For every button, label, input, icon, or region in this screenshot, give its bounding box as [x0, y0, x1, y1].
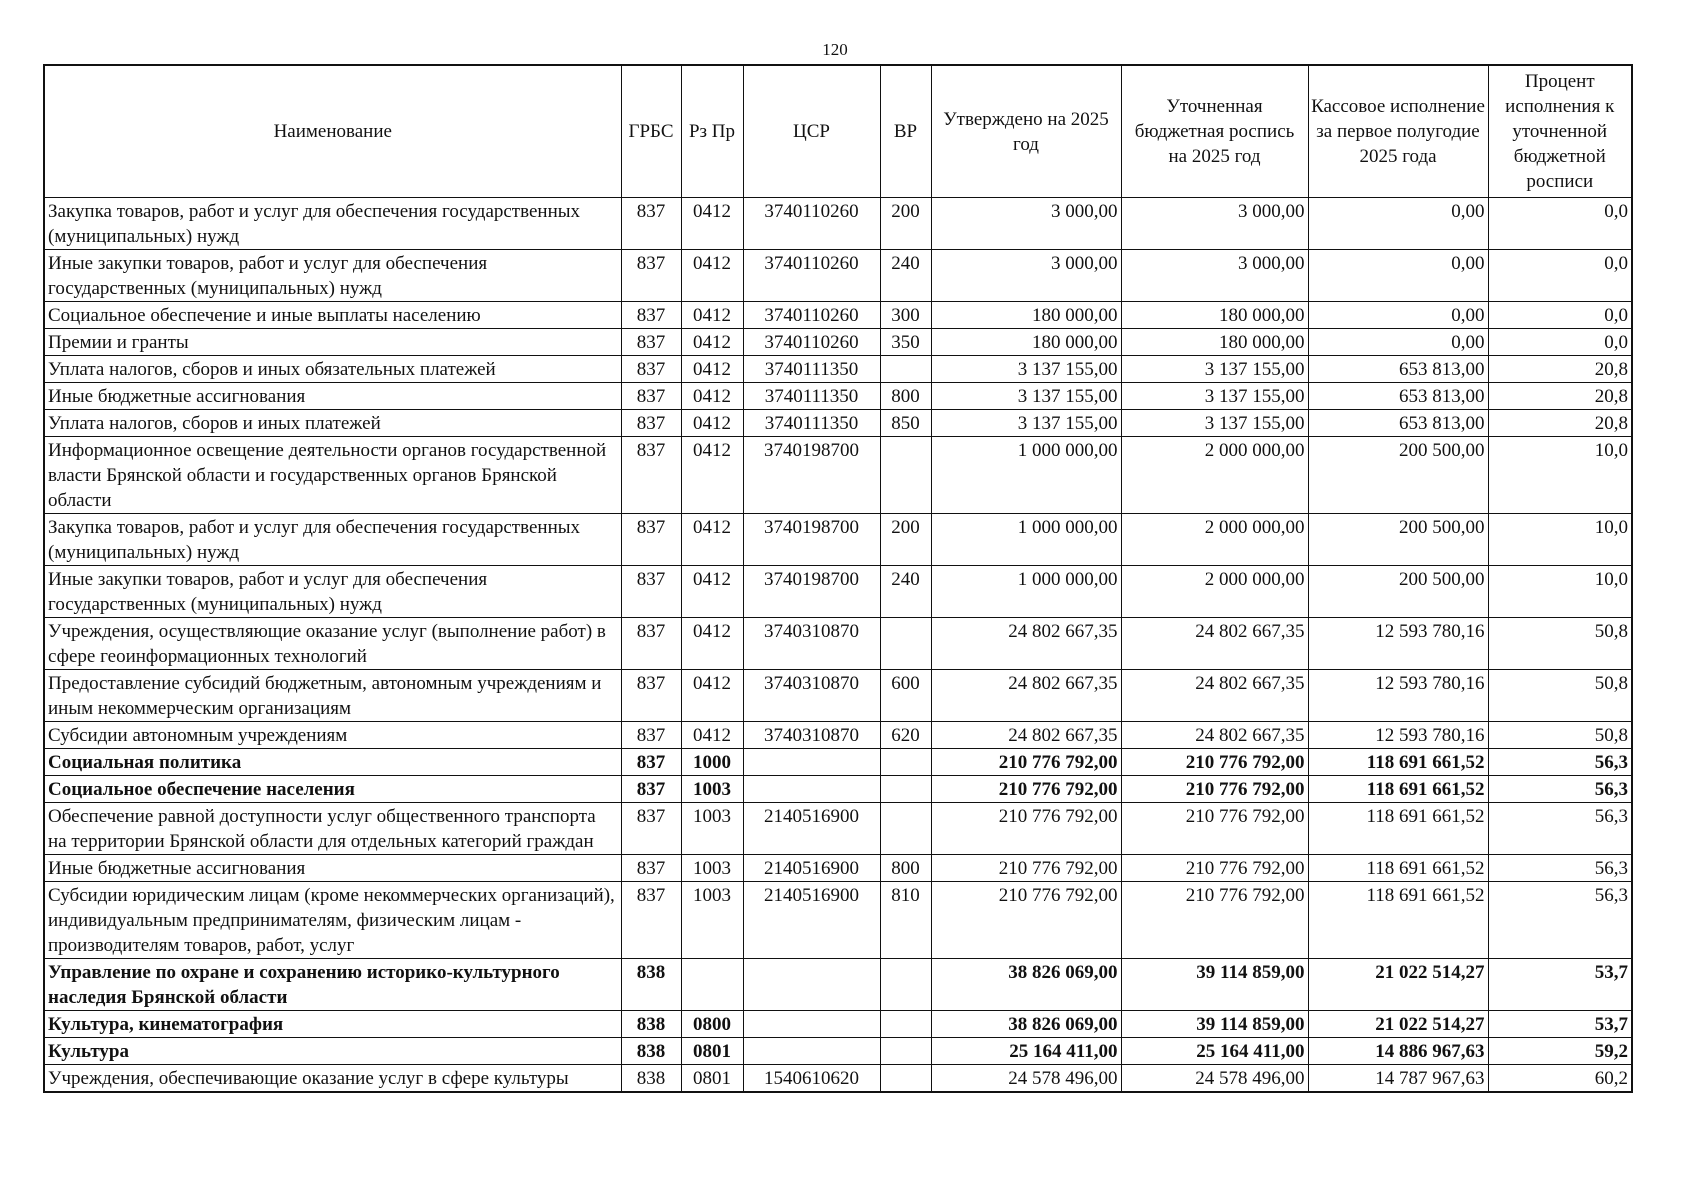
- header-row: [44, 65, 1632, 198]
- header-name: Наименование: [44, 65, 621, 198]
- cell-csr: 3740310870: [743, 722, 880, 749]
- cell-percent: 20,8: [1488, 410, 1632, 437]
- table-row: [44, 882, 1632, 959]
- cell-grbs: 837: [621, 250, 681, 302]
- cell-grbs: 837: [621, 410, 681, 437]
- cell-percent: 10,0: [1488, 437, 1632, 514]
- cell-approved: 210 776 792,00: [931, 855, 1121, 882]
- cell-name: Обеспечение равной доступности услуг общественного транспорта на территории Брянской области для отдельных категорий граждан: [44, 803, 621, 855]
- table-row: [44, 1038, 1632, 1065]
- cell-name: Закупка товаров, работ и услуг для обеспечения государственных (муниципальных) нужд: [44, 514, 621, 566]
- cell-rzpr: 0412: [681, 329, 743, 356]
- cell-revised: 210 776 792,00: [1121, 776, 1308, 803]
- cell-approved: 3 000,00: [931, 198, 1121, 250]
- cell-vr: [880, 803, 931, 855]
- cell-approved: 210 776 792,00: [931, 882, 1121, 959]
- cell-cash: 200 500,00: [1308, 566, 1488, 618]
- page-number: 120: [822, 40, 848, 59]
- cell-name: Социальная политика: [44, 749, 621, 776]
- cell-revised: 39 114 859,00: [1121, 1011, 1308, 1038]
- cell-csr: 3740111350: [743, 410, 880, 437]
- cell-grbs: 838: [621, 1038, 681, 1065]
- cell-approved: 180 000,00: [931, 302, 1121, 329]
- cell-name: Премии и гранты: [44, 329, 621, 356]
- cell-cash: 0,00: [1308, 198, 1488, 250]
- cell-grbs: 837: [621, 356, 681, 383]
- cell-name: Субсидии юридическим лицам (кроме некоммерческих организаций), индивидуальным предпринимателям, физическим лицам - производителям товаров, работ, услуг: [44, 882, 621, 959]
- cell-rzpr: 0412: [681, 514, 743, 566]
- cell-csr: [743, 959, 880, 1011]
- header-cash: Кассовое исполнение за первое полугодие 2025 года: [1308, 65, 1488, 198]
- cell-rzpr: 0412: [681, 198, 743, 250]
- cell-revised: 3 000,00: [1121, 250, 1308, 302]
- cell-vr: [880, 437, 931, 514]
- cell-rzpr: 0412: [681, 437, 743, 514]
- cell-rzpr: 0412: [681, 356, 743, 383]
- cell-vr: 620: [880, 722, 931, 749]
- cell-revised: 2 000 000,00: [1121, 566, 1308, 618]
- cell-cash: 0,00: [1308, 250, 1488, 302]
- cell-rzpr: 1003: [681, 803, 743, 855]
- cell-approved: 3 137 155,00: [931, 410, 1121, 437]
- cell-csr: 3740310870: [743, 670, 880, 722]
- cell-revised: 2 000 000,00: [1121, 514, 1308, 566]
- cell-percent: 60,2: [1488, 1065, 1632, 1093]
- cell-cash: 12 593 780,16: [1308, 722, 1488, 749]
- cell-vr: 800: [880, 855, 931, 882]
- cell-vr: 600: [880, 670, 931, 722]
- cell-vr: [880, 749, 931, 776]
- cell-rzpr: [681, 959, 743, 1011]
- table-row: [44, 329, 1632, 356]
- cell-percent: 56,3: [1488, 776, 1632, 803]
- cell-vr: 240: [880, 250, 931, 302]
- cell-name: Культура: [44, 1038, 621, 1065]
- cell-revised: 25 164 411,00: [1121, 1038, 1308, 1065]
- cell-csr: 3740111350: [743, 356, 880, 383]
- cell-revised: 210 776 792,00: [1121, 882, 1308, 959]
- cell-percent: 53,7: [1488, 959, 1632, 1011]
- cell-rzpr: 0412: [681, 722, 743, 749]
- cell-cash: 0,00: [1308, 329, 1488, 356]
- cell-grbs: 837: [621, 882, 681, 959]
- cell-percent: 56,3: [1488, 882, 1632, 959]
- cell-approved: 38 826 069,00: [931, 1011, 1121, 1038]
- table-row: [44, 855, 1632, 882]
- cell-rzpr: 0801: [681, 1065, 743, 1093]
- cell-grbs: 837: [621, 722, 681, 749]
- cell-revised: 210 776 792,00: [1121, 803, 1308, 855]
- budget-table: [43, 64, 1633, 1093]
- cell-revised: 180 000,00: [1121, 302, 1308, 329]
- cell-approved: 24 578 496,00: [931, 1065, 1121, 1093]
- table-row: [44, 198, 1632, 250]
- header-approved: Утверждено на 2025 год: [931, 65, 1121, 198]
- table-row: [44, 250, 1632, 302]
- cell-revised: 24 802 667,35: [1121, 722, 1308, 749]
- cell-approved: 24 802 667,35: [931, 722, 1121, 749]
- cell-grbs: 837: [621, 514, 681, 566]
- cell-grbs: 837: [621, 618, 681, 670]
- cell-percent: 53,7: [1488, 1011, 1632, 1038]
- cell-name: Управление по охране и сохранению историко-культурного наследия Брянской области: [44, 959, 621, 1011]
- header-rzpr: Рз Пр: [681, 65, 743, 198]
- cell-rzpr: 1003: [681, 776, 743, 803]
- cell-grbs: 837: [621, 329, 681, 356]
- cell-rzpr: 0412: [681, 670, 743, 722]
- cell-percent: 10,0: [1488, 514, 1632, 566]
- cell-vr: 240: [880, 566, 931, 618]
- cell-cash: 118 691 661,52: [1308, 776, 1488, 803]
- header-vr: ВР: [880, 65, 931, 198]
- cell-cash: 653 813,00: [1308, 383, 1488, 410]
- cell-csr: 2140516900: [743, 803, 880, 855]
- cell-vr: [880, 776, 931, 803]
- cell-rzpr: 0412: [681, 618, 743, 670]
- cell-grbs: 837: [621, 437, 681, 514]
- cell-revised: 210 776 792,00: [1121, 749, 1308, 776]
- cell-revised: 3 137 155,00: [1121, 356, 1308, 383]
- cell-vr: 800: [880, 383, 931, 410]
- table-row: [44, 410, 1632, 437]
- cell-cash: 118 691 661,52: [1308, 749, 1488, 776]
- cell-grbs: 837: [621, 776, 681, 803]
- cell-revised: 180 000,00: [1121, 329, 1308, 356]
- cell-percent: 56,3: [1488, 855, 1632, 882]
- cell-grbs: 837: [621, 383, 681, 410]
- cell-approved: 1 000 000,00: [931, 566, 1121, 618]
- cell-name: Социальное обеспечение населения: [44, 776, 621, 803]
- cell-percent: 20,8: [1488, 383, 1632, 410]
- cell-vr: 300: [880, 302, 931, 329]
- cell-vr: 350: [880, 329, 931, 356]
- cell-csr: 3740310870: [743, 618, 880, 670]
- cell-name: Субсидии автономным учреждениям: [44, 722, 621, 749]
- cell-approved: 3 137 155,00: [931, 383, 1121, 410]
- cell-cash: 12 593 780,16: [1308, 670, 1488, 722]
- cell-csr: [743, 749, 880, 776]
- cell-vr: [880, 959, 931, 1011]
- cell-percent: 0,0: [1488, 302, 1632, 329]
- cell-rzpr: 0412: [681, 250, 743, 302]
- cell-revised: 3 137 155,00: [1121, 383, 1308, 410]
- cell-cash: 118 691 661,52: [1308, 855, 1488, 882]
- table-row: [44, 566, 1632, 618]
- cell-csr: 3740110260: [743, 329, 880, 356]
- header-percent: Процент исполнения к уточненной бюджетной росписи: [1488, 65, 1632, 198]
- cell-vr: 200: [880, 514, 931, 566]
- cell-approved: 3 137 155,00: [931, 356, 1121, 383]
- cell-rzpr: 0800: [681, 1011, 743, 1038]
- cell-csr: [743, 1038, 880, 1065]
- cell-csr: 1540610620: [743, 1065, 880, 1093]
- cell-approved: 3 000,00: [931, 250, 1121, 302]
- cell-grbs: 837: [621, 855, 681, 882]
- cell-grbs: 838: [621, 1011, 681, 1038]
- cell-grbs: 837: [621, 803, 681, 855]
- cell-rzpr: 0412: [681, 566, 743, 618]
- cell-approved: 38 826 069,00: [931, 959, 1121, 1011]
- table-row: [44, 803, 1632, 855]
- cell-vr: 200: [880, 198, 931, 250]
- table-row: [44, 1011, 1632, 1038]
- cell-percent: 0,0: [1488, 198, 1632, 250]
- cell-name: Иные бюджетные ассигнования: [44, 383, 621, 410]
- table-row: [44, 670, 1632, 722]
- table-row: [44, 383, 1632, 410]
- cell-percent: 50,8: [1488, 618, 1632, 670]
- cell-percent: 50,8: [1488, 722, 1632, 749]
- cell-cash: 118 691 661,52: [1308, 882, 1488, 959]
- cell-cash: 0,00: [1308, 302, 1488, 329]
- cell-approved: 1 000 000,00: [931, 514, 1121, 566]
- cell-approved: 180 000,00: [931, 329, 1121, 356]
- cell-cash: 653 813,00: [1308, 410, 1488, 437]
- cell-grbs: 838: [621, 959, 681, 1011]
- cell-cash: 14 886 967,63: [1308, 1038, 1488, 1065]
- cell-csr: [743, 1011, 880, 1038]
- cell-cash: 200 500,00: [1308, 437, 1488, 514]
- cell-vr: [880, 618, 931, 670]
- budget-table-body: [44, 198, 1632, 1093]
- cell-csr: 3740198700: [743, 566, 880, 618]
- cell-approved: 210 776 792,00: [931, 776, 1121, 803]
- table-row: [44, 302, 1632, 329]
- cell-cash: 200 500,00: [1308, 514, 1488, 566]
- cell-percent: 20,8: [1488, 356, 1632, 383]
- cell-revised: 3 000,00: [1121, 198, 1308, 250]
- cell-cash: 21 022 514,27: [1308, 959, 1488, 1011]
- cell-percent: 0,0: [1488, 250, 1632, 302]
- header-grbs: ГРБС: [621, 65, 681, 198]
- cell-revised: 24 578 496,00: [1121, 1065, 1308, 1093]
- cell-vr: [880, 1065, 931, 1093]
- cell-vr: [880, 356, 931, 383]
- cell-cash: 653 813,00: [1308, 356, 1488, 383]
- cell-percent: 50,8: [1488, 670, 1632, 722]
- cell-grbs: 838: [621, 1065, 681, 1093]
- cell-approved: 25 164 411,00: [931, 1038, 1121, 1065]
- cell-grbs: 837: [621, 749, 681, 776]
- table-row: [44, 1065, 1632, 1093]
- cell-rzpr: 0801: [681, 1038, 743, 1065]
- cell-approved: 1 000 000,00: [931, 437, 1121, 514]
- cell-grbs: 837: [621, 670, 681, 722]
- cell-name: Учреждения, осуществляющие оказание услуг (выполнение работ) в сфере геоинформационных технологий: [44, 618, 621, 670]
- cell-rzpr: 0412: [681, 410, 743, 437]
- cell-approved: 210 776 792,00: [931, 749, 1121, 776]
- cell-rzpr: 1003: [681, 855, 743, 882]
- cell-csr: 3740110260: [743, 198, 880, 250]
- cell-csr: 3740198700: [743, 437, 880, 514]
- cell-revised: 210 776 792,00: [1121, 855, 1308, 882]
- cell-rzpr: 1003: [681, 882, 743, 959]
- table-row: [44, 514, 1632, 566]
- cell-csr: 3740198700: [743, 514, 880, 566]
- cell-name: Закупка товаров, работ и услуг для обеспечения государственных (муниципальных) нужд: [44, 198, 621, 250]
- cell-rzpr: 0412: [681, 383, 743, 410]
- cell-name: Информационное освещение деятельности органов государственной власти Брянской области и государственных органов Брянской области: [44, 437, 621, 514]
- cell-grbs: 837: [621, 198, 681, 250]
- cell-revised: 3 137 155,00: [1121, 410, 1308, 437]
- cell-name: Иные бюджетные ассигнования: [44, 855, 621, 882]
- cell-approved: 24 802 667,35: [931, 670, 1121, 722]
- cell-name: Уплата налогов, сборов и иных платежей: [44, 410, 621, 437]
- cell-revised: 39 114 859,00: [1121, 959, 1308, 1011]
- cell-cash: 21 022 514,27: [1308, 1011, 1488, 1038]
- table-row: [44, 959, 1632, 1011]
- cell-approved: 210 776 792,00: [931, 803, 1121, 855]
- cell-revised: 2 000 000,00: [1121, 437, 1308, 514]
- header-revised: Уточненная бюджетная роспись на 2025 год: [1121, 65, 1308, 198]
- cell-cash: 12 593 780,16: [1308, 618, 1488, 670]
- cell-grbs: 837: [621, 302, 681, 329]
- table-row: [44, 356, 1632, 383]
- cell-percent: 10,0: [1488, 566, 1632, 618]
- cell-approved: 24 802 667,35: [931, 618, 1121, 670]
- header-csr: ЦСР: [743, 65, 880, 198]
- cell-csr: [743, 776, 880, 803]
- table-row: [44, 618, 1632, 670]
- cell-percent: 59,2: [1488, 1038, 1632, 1065]
- cell-csr: 2140516900: [743, 855, 880, 882]
- cell-vr: [880, 1038, 931, 1065]
- cell-csr: 3740110260: [743, 302, 880, 329]
- cell-percent: 56,3: [1488, 803, 1632, 855]
- cell-rzpr: 0412: [681, 302, 743, 329]
- cell-csr: 3740110260: [743, 250, 880, 302]
- table-row: [44, 437, 1632, 514]
- table-row: [44, 749, 1632, 776]
- cell-cash: 118 691 661,52: [1308, 803, 1488, 855]
- cell-cash: 14 787 967,63: [1308, 1065, 1488, 1093]
- table-row: [44, 776, 1632, 803]
- cell-revised: 24 802 667,35: [1121, 670, 1308, 722]
- cell-rzpr: 1000: [681, 749, 743, 776]
- cell-grbs: 837: [621, 566, 681, 618]
- cell-csr: 3740111350: [743, 383, 880, 410]
- cell-name: Предоставление субсидий бюджетным, автономным учреждениям и иным некоммерческим организациям: [44, 670, 621, 722]
- cell-name: Уплата налогов, сборов и иных обязательных платежей: [44, 356, 621, 383]
- table-row: [44, 722, 1632, 749]
- cell-percent: 0,0: [1488, 329, 1632, 356]
- cell-name: Социальное обеспечение и иные выплаты населению: [44, 302, 621, 329]
- cell-name: Учреждения, обеспечивающие оказание услуг в сфере культуры: [44, 1065, 621, 1093]
- cell-name: Иные закупки товаров, работ и услуг для обеспечения государственных (муниципальных) нужд: [44, 566, 621, 618]
- cell-revised: 24 802 667,35: [1121, 618, 1308, 670]
- cell-vr: [880, 1011, 931, 1038]
- cell-percent: 56,3: [1488, 749, 1632, 776]
- cell-vr: 810: [880, 882, 931, 959]
- cell-vr: 850: [880, 410, 931, 437]
- cell-csr: 2140516900: [743, 882, 880, 959]
- cell-name: Иные закупки товаров, работ и услуг для обеспечения государственных (муниципальных) нужд: [44, 250, 621, 302]
- cell-name: Культура, кинематография: [44, 1011, 621, 1038]
